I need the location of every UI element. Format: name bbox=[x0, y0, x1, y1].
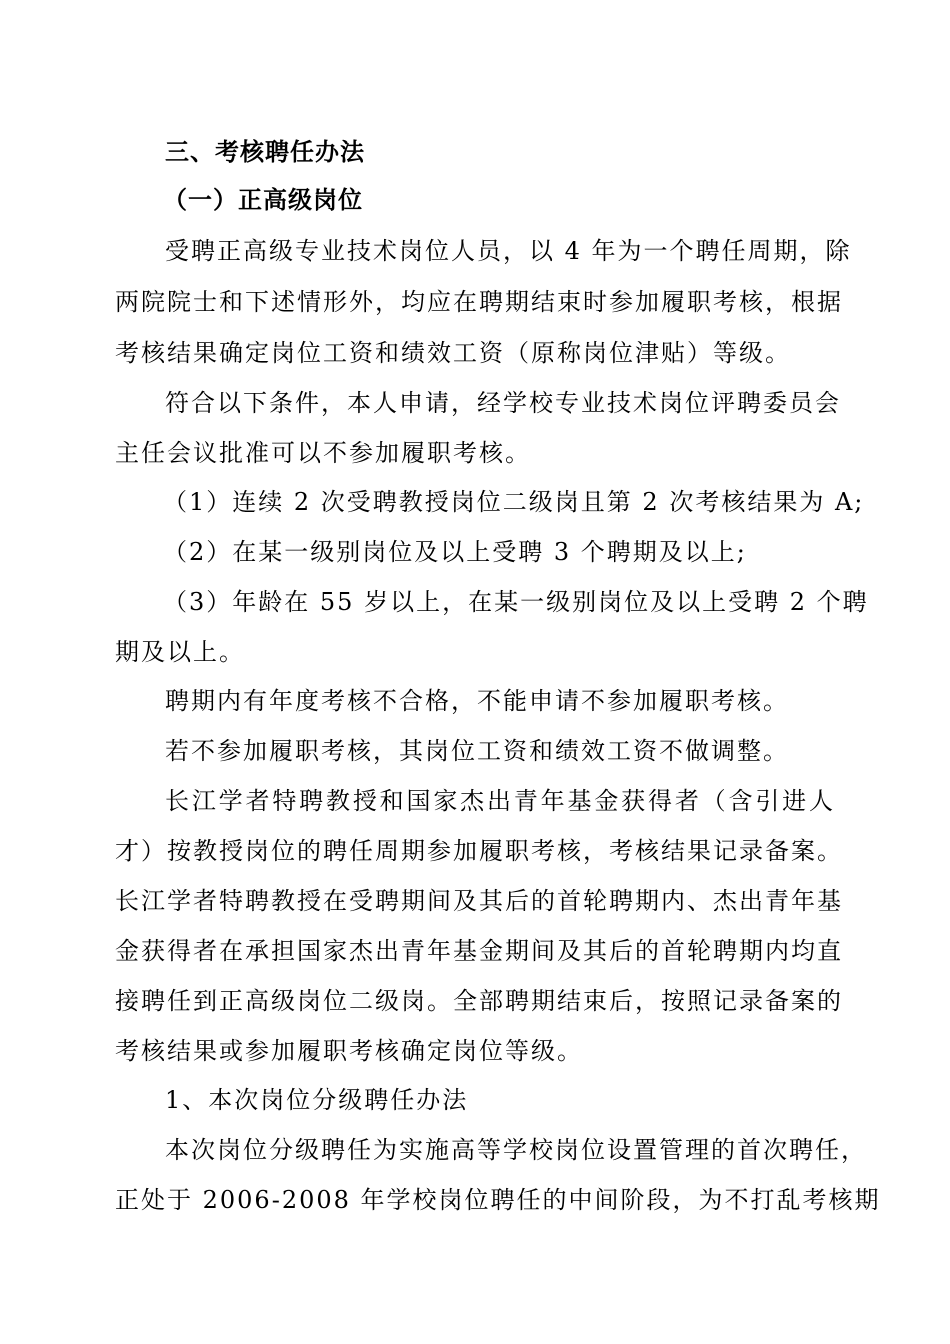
paragraph-line: 考核结果或参加履职考核确定岗位等级。 bbox=[115, 1037, 583, 1065]
paragraph-line: 受聘正高级专业技术岗位人员，以 4 年为一个聘任周期，除 bbox=[165, 237, 852, 265]
paragraph-line: 接聘任到正高级岗位二级岗。全部聘期结束后，按照记录备案的 bbox=[115, 987, 843, 1015]
paragraph-line: 主任会议批准可以不参加履职考核。 bbox=[115, 439, 531, 467]
paragraph-line: 才）按教授岗位的聘任周期参加履职考核，考核结果记录备案。 bbox=[115, 837, 843, 865]
section-title: 三、考核聘任办法 bbox=[165, 138, 365, 166]
subsection-title: （一）正高级岗位 bbox=[163, 186, 363, 214]
condition-1: （1）连续 2 次受聘教授岗位二级岗且第 2 次考核结果为 A; bbox=[163, 488, 865, 516]
paragraph-line: 若不参加履职考核，其岗位工资和绩效工资不做调整。 bbox=[165, 737, 789, 765]
paragraph-line: 正处于 2006-2008 年学校岗位聘任的中间阶段，为不打乱考核期 bbox=[115, 1186, 881, 1214]
paragraph-line: 两院院士和下述情形外，均应在聘期结束时参加履职考核，根据 bbox=[115, 288, 843, 316]
paragraph-line: 期及以上。 bbox=[115, 638, 245, 666]
paragraph-line: 考核结果确定岗位工资和绩效工资（原称岗位津贴）等级。 bbox=[115, 339, 791, 367]
condition-2: （2）在某一级别岗位及以上受聘 3 个聘期及以上; bbox=[163, 538, 747, 566]
paragraph-line: 金获得者在承担国家杰出青年基金期间及其后的首轮聘期内均直 bbox=[115, 937, 843, 965]
paragraph-line: 本次岗位分级聘任为实施高等学校岗位设置管理的首次聘任， bbox=[165, 1136, 867, 1164]
paragraph-line: 聘期内有年度考核不合格，不能申请不参加履职考核。 bbox=[165, 687, 789, 715]
condition-3: （3）年龄在 55 岁以上，在某一级别岗位及以上受聘 2 个聘 bbox=[163, 588, 869, 616]
paragraph-line: 长江学者特聘教授和国家杰出青年基金获得者（含引进人 bbox=[165, 787, 835, 815]
item-heading: 1、本次岗位分级聘任办法 bbox=[165, 1086, 469, 1114]
paragraph-line: 符合以下条件，本人申请，经学校专业技术岗位评聘委员会 bbox=[165, 389, 841, 417]
paragraph-line: 长江学者特聘教授在受聘期间及其后的首轮聘期内、杰出青年基 bbox=[115, 887, 843, 915]
